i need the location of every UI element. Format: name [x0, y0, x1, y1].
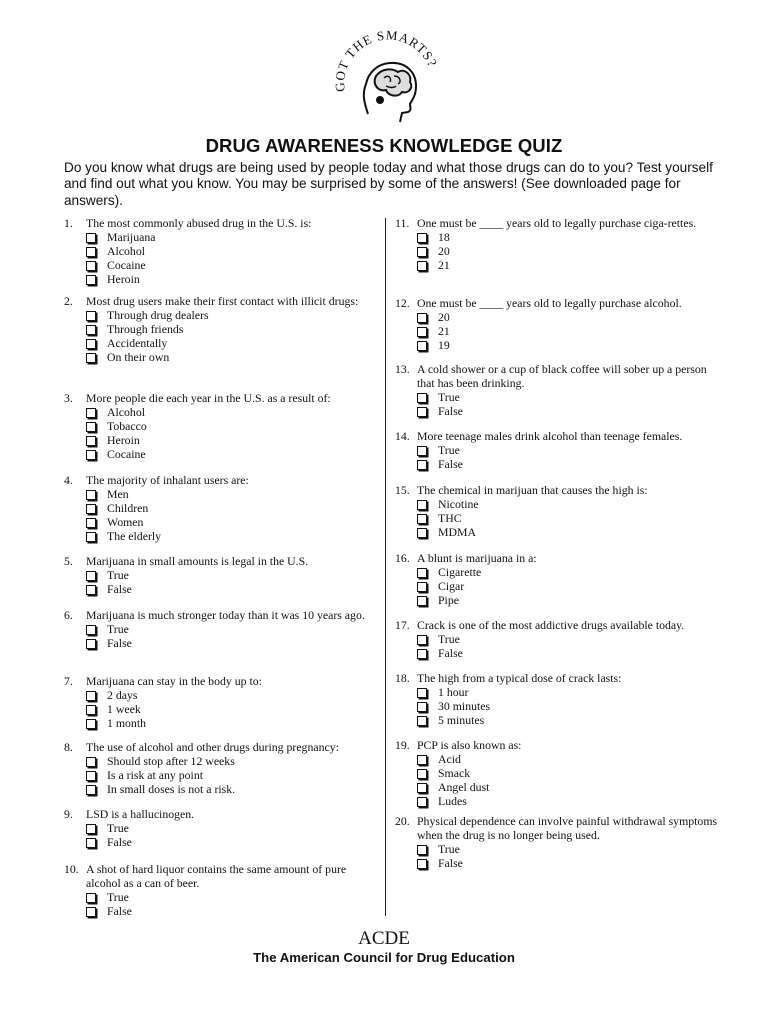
answer-option[interactable]: [86, 323, 376, 337]
option-label: False: [438, 403, 463, 418]
question-13: [395, 363, 725, 419]
answer-option[interactable]: [86, 783, 376, 797]
question-5: [64, 555, 376, 597]
answer-option[interactable]: [86, 273, 376, 287]
checkbox-icon[interactable]: [417, 649, 427, 659]
option-label: False: [438, 456, 463, 471]
intro-text: Do you know what drugs are being used by people today and what those drugs can do to you? Test yourself and find out what you know. You may be surprised by some of the answers! (See downloaded page for answers).: [64, 160, 713, 208]
answer-option[interactable]: [417, 259, 725, 273]
question-text: One must be ____ years old to legally purchase alcohol.: [417, 296, 682, 310]
organization-name: The American Council for Drug Education: [253, 950, 515, 965]
option-label: Marijuana: [107, 229, 156, 244]
question-text: Crack is one of the most addictive drugs available today.: [417, 618, 685, 632]
question-text: The majority of inhalant users are:: [86, 473, 249, 487]
option-label: MDMA: [438, 524, 477, 539]
question-number: 7.: [64, 674, 73, 688]
question-20: [395, 815, 725, 871]
option-label: False: [438, 855, 463, 870]
checkbox-icon[interactable]: [417, 500, 427, 510]
option-label: True: [107, 820, 129, 835]
checkbox-icon[interactable]: [86, 353, 96, 363]
question-text: The use of alcohol and other drugs during pregnancy:: [86, 740, 339, 754]
option-label: Children: [107, 500, 149, 515]
question-header: [395, 815, 725, 843]
option-label: Ludes: [438, 793, 467, 808]
answer-option[interactable]: [417, 753, 725, 767]
question-header: [395, 484, 725, 498]
column-divider: [385, 218, 386, 916]
checkbox-icon[interactable]: [86, 311, 96, 321]
question-header: [64, 295, 376, 309]
checkbox-icon[interactable]: [417, 341, 427, 351]
option-label: Cigar: [438, 578, 465, 593]
answer-option[interactable]: [417, 700, 725, 714]
question-text: More people die each year in the U.S. as a result of:: [86, 391, 331, 405]
answer-option[interactable]: [86, 231, 376, 245]
answer-option[interactable]: [86, 245, 376, 259]
question-number: 13.: [395, 362, 410, 376]
option-label: 20: [438, 309, 450, 324]
question-1: [64, 217, 376, 287]
question-number: 2.: [64, 294, 73, 308]
answer-option[interactable]: [417, 580, 725, 594]
acde-logo: ACDE: [358, 928, 410, 949]
checkbox-icon[interactable]: [417, 514, 427, 524]
option-label: 30 minutes: [438, 698, 491, 713]
checkbox-icon[interactable]: [417, 446, 427, 456]
answer-option[interactable]: [86, 434, 376, 448]
checkbox-icon[interactable]: [417, 596, 427, 606]
checkbox-icon[interactable]: [86, 705, 96, 715]
answer-option[interactable]: [417, 686, 725, 700]
question-number: 10.: [64, 862, 79, 876]
question-number: 8.: [64, 740, 73, 754]
question-text: More teenage males drink alcohol than teenage females.: [417, 429, 683, 443]
option-label: 1 month: [107, 715, 146, 730]
checkbox-icon[interactable]: [86, 785, 96, 795]
question-header: [64, 392, 376, 406]
answer-option[interactable]: [86, 502, 376, 516]
option-label: False: [107, 834, 132, 849]
logo-text: GOT THE SMARTS?: [332, 27, 441, 93]
question-text: Physical dependence can involve painful withdrawal symptoms when the drug is no longer being used.: [417, 814, 718, 842]
question-14: [395, 430, 725, 472]
option-label: True: [438, 389, 460, 404]
checkbox-icon[interactable]: [417, 247, 427, 257]
option-label: True: [438, 631, 460, 646]
checkbox-icon[interactable]: [417, 261, 427, 271]
answer-option[interactable]: [86, 689, 376, 703]
answer-option[interactable]: [417, 714, 725, 728]
answer-option[interactable]: [417, 843, 725, 857]
question-text: Marijuana is much stronger today than it was 10 years ago.: [86, 608, 365, 622]
answer-option[interactable]: [417, 458, 725, 472]
option-label: In small doses is not a risk.: [107, 781, 236, 796]
checkbox-icon[interactable]: [417, 845, 427, 855]
answer-option[interactable]: [417, 405, 725, 419]
option-label: True: [107, 621, 129, 636]
question-number: 17.: [395, 618, 410, 632]
option-label: Angel dust: [438, 779, 490, 794]
question-number: 6.: [64, 608, 73, 622]
checkbox-icon[interactable]: [417, 859, 427, 869]
option-label: Cocaine: [107, 257, 146, 272]
answer-option[interactable]: [86, 717, 376, 731]
option-label: Heroin: [107, 271, 140, 286]
option-label: THC: [438, 510, 462, 525]
question-10: [64, 863, 376, 919]
question-3: [64, 392, 376, 462]
checkbox-icon[interactable]: [86, 261, 96, 271]
question-header: [395, 363, 725, 391]
answer-option[interactable]: [86, 337, 376, 351]
answer-option[interactable]: [417, 857, 725, 871]
question-9: [64, 808, 376, 850]
answer-option[interactable]: [417, 566, 725, 580]
answer-option[interactable]: [86, 583, 376, 597]
question-8: [64, 741, 376, 797]
answer-option[interactable]: [417, 767, 725, 781]
checkbox-icon[interactable]: [86, 571, 96, 581]
option-label: True: [438, 841, 460, 856]
option-label: Through friends: [107, 321, 184, 336]
question-text: The high from a typical dose of crack lasts:: [417, 671, 622, 685]
question-number: 14.: [395, 429, 410, 443]
option-label: False: [107, 581, 132, 596]
question-text: The most commonly abused drug in the U.S. is:: [86, 216, 312, 230]
option-label: Cocaine: [107, 446, 146, 461]
checkbox-icon[interactable]: [417, 755, 427, 765]
option-label: 20: [438, 243, 450, 258]
option-label: 21: [438, 257, 450, 272]
question-number: 5.: [64, 554, 73, 568]
answer-option[interactable]: [86, 822, 376, 836]
checkbox-icon[interactable]: [417, 716, 427, 726]
answer-option[interactable]: [86, 905, 376, 919]
question-header: [395, 619, 725, 633]
question-header: [64, 609, 376, 623]
question-number: 15.: [395, 483, 410, 497]
option-label: False: [107, 635, 132, 650]
answer-option[interactable]: [86, 623, 376, 637]
checkbox-icon[interactable]: [86, 838, 96, 848]
checkbox-icon[interactable]: [86, 436, 96, 446]
checkbox-icon[interactable]: [86, 719, 96, 729]
question-7: [64, 675, 376, 731]
checkbox-icon[interactable]: [417, 327, 427, 337]
question-header: [395, 552, 725, 566]
question-header: [395, 430, 725, 444]
option-label: Women: [107, 514, 144, 529]
checkbox-icon[interactable]: [417, 582, 427, 592]
answer-option[interactable]: [417, 633, 725, 647]
answer-option[interactable]: [417, 526, 725, 540]
answer-option[interactable]: [86, 836, 376, 850]
option-label: Should stop after 12 weeks: [107, 753, 235, 768]
checkbox-icon[interactable]: [86, 625, 96, 635]
question-4: [64, 474, 376, 544]
question-11: [395, 217, 725, 273]
checkbox-icon[interactable]: [86, 325, 96, 335]
option-label: 1 hour: [438, 684, 469, 699]
checkbox-icon[interactable]: [86, 907, 96, 917]
checkbox-icon[interactable]: [86, 275, 96, 285]
answer-option[interactable]: [86, 891, 376, 905]
option-label: False: [107, 903, 132, 918]
question-header: [64, 863, 376, 891]
option-label: Alcohol: [107, 404, 146, 419]
answer-option[interactable]: [417, 339, 725, 353]
got-the-smarts-logo: [328, 18, 450, 130]
question-text: One must be ____ years old to legally purchase ciga-rettes.: [417, 216, 697, 230]
answer-option[interactable]: [86, 637, 376, 651]
option-label: Nicotine: [438, 496, 479, 511]
option-label: True: [438, 442, 460, 457]
checkbox-icon[interactable]: [417, 635, 427, 645]
option-label: False: [438, 645, 463, 660]
question-text: Most drug users make their first contact with illicit drugs:: [86, 294, 359, 308]
question-18: [395, 672, 725, 728]
option-label: 18: [438, 229, 450, 244]
checkbox-icon[interactable]: [86, 518, 96, 528]
answer-option[interactable]: [86, 351, 376, 365]
question-text: PCP is also known as:: [417, 738, 522, 752]
checkbox-icon[interactable]: [417, 528, 427, 538]
question-number: 4.: [64, 473, 73, 487]
option-label: On their own: [107, 349, 170, 364]
question-header: [395, 297, 725, 311]
question-header: [395, 739, 725, 753]
option-label: 2 days: [107, 687, 138, 702]
question-6: [64, 609, 376, 651]
checkbox-icon[interactable]: [86, 532, 96, 542]
question-19: [395, 739, 725, 809]
question-text: A blunt is marijuana in a:: [417, 551, 537, 565]
question-text: The chemical in marijuan that causes the high is:: [417, 483, 648, 497]
answer-option[interactable]: [417, 391, 725, 405]
question-number: 3.: [64, 391, 73, 405]
option-label: Men: [107, 486, 129, 501]
option-label: Accidentally: [107, 335, 168, 350]
checkbox-icon[interactable]: [417, 568, 427, 578]
option-label: 19: [438, 337, 450, 352]
checkbox-icon[interactable]: [86, 771, 96, 781]
answer-option[interactable]: [86, 755, 376, 769]
question-text: LSD is a hallucinogen.: [86, 807, 195, 821]
question-17: [395, 619, 725, 661]
question-number: 16.: [395, 551, 410, 565]
answer-option[interactable]: [417, 795, 725, 809]
answer-option[interactable]: [417, 594, 725, 608]
answer-option[interactable]: [86, 259, 376, 273]
question-15: [395, 484, 725, 540]
checkbox-icon[interactable]: [86, 408, 96, 418]
answer-option[interactable]: [417, 325, 725, 339]
checkbox-icon[interactable]: [86, 824, 96, 834]
answer-option[interactable]: [86, 703, 376, 717]
checkbox-icon[interactable]: [417, 313, 427, 323]
checkbox-icon[interactable]: [86, 233, 96, 243]
checkbox-icon[interactable]: [86, 639, 96, 649]
question-header: [395, 672, 725, 686]
checkbox-icon[interactable]: [417, 783, 427, 793]
checkbox-icon[interactable]: [86, 893, 96, 903]
question-header: [395, 217, 725, 231]
option-label: The elderly: [107, 528, 162, 543]
question-number: 12.: [395, 296, 410, 310]
answer-option[interactable]: [86, 448, 376, 462]
checkbox-icon[interactable]: [86, 247, 96, 257]
option-label: Heroin: [107, 432, 140, 447]
question-number: 18.: [395, 671, 410, 685]
answer-option[interactable]: [86, 420, 376, 434]
question-16: [395, 552, 725, 608]
question-text: A shot of hard liquor contains the same amount of pure alcohol as a can of beer.: [86, 862, 347, 890]
checkbox-icon[interactable]: [86, 504, 96, 514]
question-header: [64, 808, 376, 822]
option-label: Through drug dealers: [107, 307, 209, 322]
answer-option[interactable]: [417, 231, 725, 245]
option-label: True: [107, 889, 129, 904]
checkbox-icon[interactable]: [417, 460, 427, 470]
checkbox-icon[interactable]: [417, 797, 427, 807]
answer-option[interactable]: [86, 530, 376, 544]
answer-option[interactable]: [417, 647, 725, 661]
question-number: 11.: [395, 216, 410, 230]
answer-option[interactable]: [86, 569, 376, 583]
answer-option[interactable]: [86, 406, 376, 420]
question-header: [64, 741, 376, 755]
option-label: 21: [438, 323, 450, 338]
answer-option[interactable]: [86, 516, 376, 530]
answer-option[interactable]: [417, 245, 725, 259]
checkbox-icon[interactable]: [86, 339, 96, 349]
option-label: Is a risk at any point: [107, 767, 203, 782]
checkbox-icon[interactable]: [86, 490, 96, 500]
option-label: Alcohol: [107, 243, 146, 258]
question-number: 20.: [395, 814, 410, 828]
answer-option[interactable]: [417, 512, 725, 526]
checkbox-icon[interactable]: [417, 769, 427, 779]
quiz-title: DRUG AWARENESS KNOWLEDGE QUIZ: [205, 135, 563, 156]
checkbox-icon[interactable]: [417, 407, 427, 417]
question-2: [64, 295, 376, 365]
checkbox-icon[interactable]: [86, 422, 96, 432]
option-label: Tobacco: [107, 418, 147, 433]
option-label: Cigarette: [438, 564, 482, 579]
option-label: True: [107, 567, 129, 582]
checkbox-icon[interactable]: [86, 757, 96, 767]
answer-option[interactable]: [417, 444, 725, 458]
question-number: 19.: [395, 738, 410, 752]
checkbox-icon[interactable]: [417, 702, 427, 712]
question-header: [64, 555, 376, 569]
question-text: Marijuana can stay in the body up to:: [86, 674, 262, 688]
option-label: Smack: [438, 765, 471, 780]
checkbox-icon[interactable]: [86, 585, 96, 595]
checkbox-icon[interactable]: [417, 688, 427, 698]
answer-option[interactable]: [86, 309, 376, 323]
option-label: 5 minutes: [438, 712, 485, 727]
question-header: [64, 675, 376, 689]
checkbox-icon[interactable]: [417, 393, 427, 403]
answer-option[interactable]: [417, 498, 725, 512]
brain-head-icon: [364, 63, 416, 122]
question-text: Marijuana in small amounts is legal in the U.S.: [86, 554, 309, 568]
question-header: [64, 474, 376, 488]
answer-option[interactable]: [86, 488, 376, 502]
checkbox-icon[interactable]: [417, 233, 427, 243]
answer-option[interactable]: [417, 781, 725, 795]
answer-option[interactable]: [86, 769, 376, 783]
question-number: 9.: [64, 807, 73, 821]
option-label: Pipe: [438, 592, 459, 607]
option-label: Acid: [438, 751, 461, 766]
checkbox-icon[interactable]: [86, 450, 96, 460]
question-text: A cold shower or a cup of black coffee will sober up a person that has been drinking.: [417, 362, 707, 390]
checkbox-icon[interactable]: [86, 691, 96, 701]
question-12: [395, 297, 725, 353]
question-header: [64, 217, 376, 231]
question-number: 1.: [64, 216, 73, 230]
option-label: 1 week: [107, 701, 141, 716]
answer-option[interactable]: [417, 311, 725, 325]
